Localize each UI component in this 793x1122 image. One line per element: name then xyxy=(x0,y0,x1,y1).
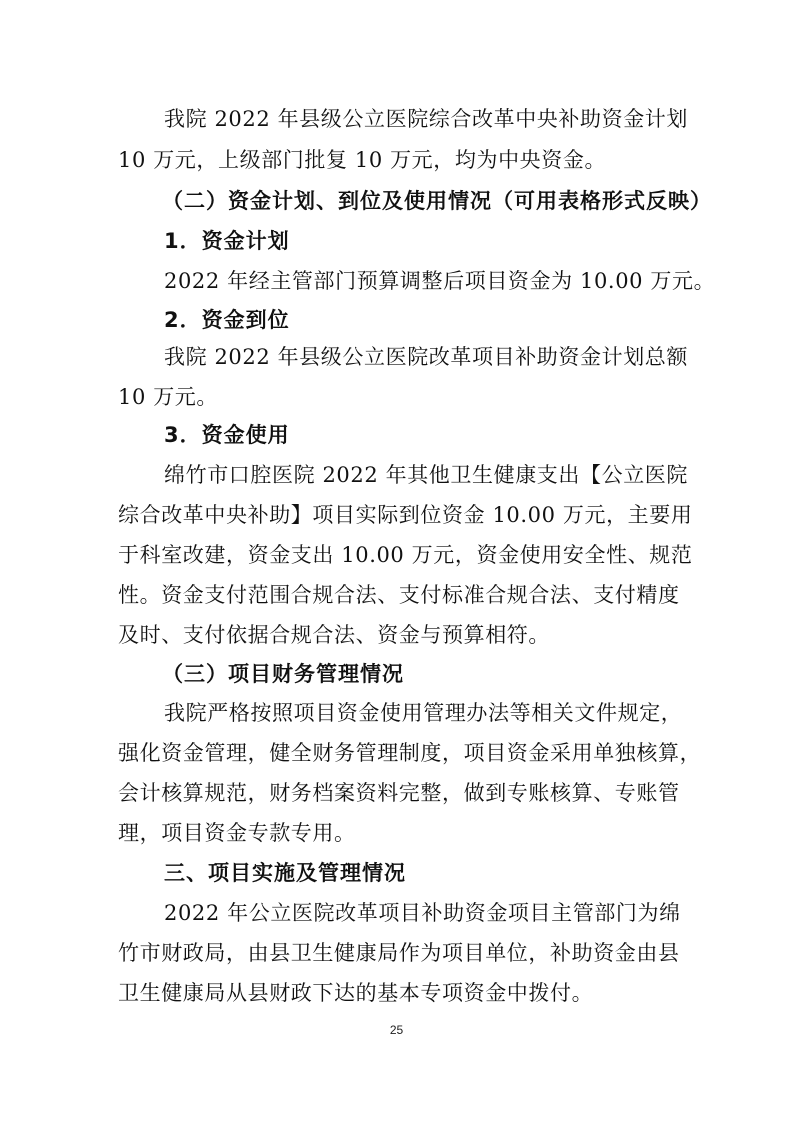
body-text-line: 2022 年经主管部门预算调整后项目资金为 10.00 万元。 xyxy=(164,269,716,293)
subsection-heading: 2．资金到位 xyxy=(164,308,290,332)
body-text-line: 10 万元，上级部门批复 10 万元，均为中央资金。 xyxy=(118,148,607,172)
subsection-heading: 3．资金使用 xyxy=(164,423,290,447)
body-text-line: 10 万元。 xyxy=(118,385,218,409)
body-text-line: 及时、支付依据合规合法、资金与预算相符。 xyxy=(118,623,550,647)
body-text-line: 卫生健康局从县财政下达的基本专项资金中拨付。 xyxy=(118,981,594,1005)
body-text-line: 性。资金支付范围合规合法、支付标准合规合法、支付精度 xyxy=(118,583,680,607)
body-text-line: 我院 2022 年县级公立医院改革项目补助资金计划总额 xyxy=(164,345,688,369)
body-text-line: 2022 年公立医院改革项目补助资金项目主管部门为绵 xyxy=(164,901,681,925)
body-text-line: 理，项目资金专款专用。 xyxy=(118,821,356,845)
body-text-line: 会计核算规范，财务档案资料完整，做到专账核算、专账管 xyxy=(118,781,680,805)
section-heading: （二）资金计划、到位及使用情况（可用表格形式反映） xyxy=(162,189,712,213)
body-text-line: 强化资金管理，健全财务管理制度，项目资金采用单独核算， xyxy=(118,741,702,765)
chapter-heading: 三、项目实施及管理情况 xyxy=(164,861,406,885)
page-number: 25 xyxy=(389,1023,404,1037)
body-text-line: 综合改革中央补助】项目实际到位资金 10.00 万元，主要用 xyxy=(118,503,693,527)
body-text-line: 于科室改建，资金支出 10.00 万元，资金使用安全性、规范 xyxy=(118,543,693,567)
section-heading: （三）项目财务管理情况 xyxy=(162,662,404,686)
body-text-line: 我院严格按照项目资金使用管理办法等相关文件规定， xyxy=(164,701,683,725)
body-text-line: 绵竹市口腔医院 2022 年其他卫生健康支出【公立医院 xyxy=(164,463,688,487)
body-text-line: 竹市财政局，由县卫生健康局作为项目单位，补助资金由县 xyxy=(118,941,680,965)
subsection-heading: 1．资金计划 xyxy=(164,229,290,253)
body-text-line: 我院 2022 年县级公立医院综合改革中央补助资金计划 xyxy=(164,107,688,131)
